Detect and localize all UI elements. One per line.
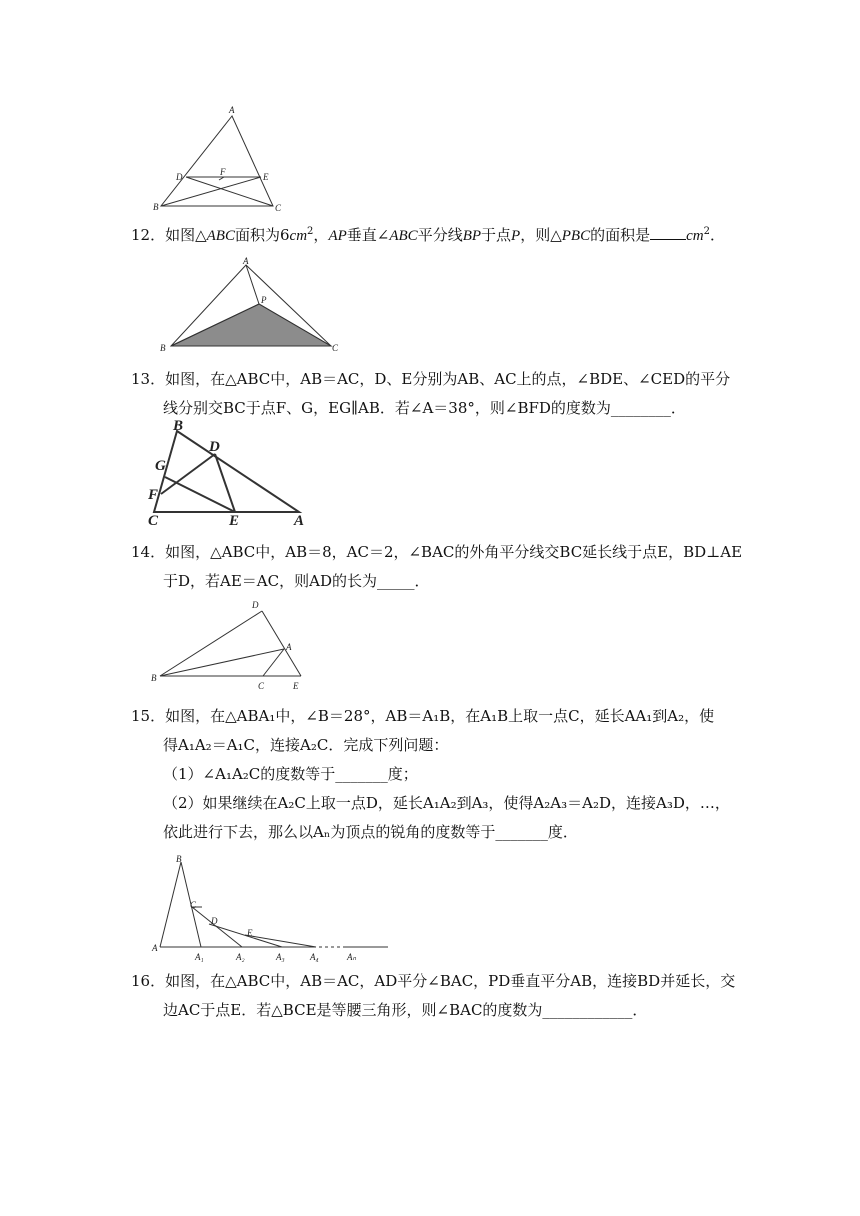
label-C: C [332,343,339,353]
label-F: F [220,167,226,177]
label-C: C [148,513,159,529]
question-15-line2: 得A₁A₂＝A₁C，连接A₂C．完成下列问题： [163,736,449,754]
question-16-line1: 16．如图，在△ABC中，AB＝AC，AD平分∠BAC，PD垂直平分AB，连接BD并延长，交 [131,972,736,990]
question-12: 12．如图△ABC面积为$6cm^2$，AP垂直∠ABC平分线BP于点P，则△PBC的面积是 $cm^2$． [131,226,726,244]
figure-q11 [150,100,290,215]
label-D: D [211,916,218,926]
label-B: B [160,343,166,353]
label-F: F [148,487,159,503]
label-E: E [247,928,253,938]
question-14-line1: 14．如图，△ABC中，AB＝8，AC＝2，∠BAC的外角平分线交BC延长线于点E，BD⊥AE [131,543,743,561]
label-A: A [243,256,249,266]
question-15-line1: 15．如图，在△ABA₁中，∠B＝28°，AB＝A₁B，在A₁B上取一点C，延长AA₁到A₂，使 [131,707,715,725]
question-14-line2: 于D，若AE＝AC，则AD的长为_____． [163,572,430,590]
label-C: C [190,900,197,910]
question-13-line2: 线分别交BC于点F、G，EG∥AB．若∠A＝38°，则∠BFD的度数为________． [163,399,686,417]
label-D: D [252,600,259,610]
label-A: A [286,642,292,652]
label-D: D [176,172,183,182]
label-B: B [153,202,159,212]
question-13-line1: 13．如图，在△ABC中，AB＝AC，D、E分别为AB、AC上的点，∠BDE、∠CED的平分 [131,370,731,388]
label-G: G [155,458,166,474]
question-16-line2: 边AC于点E．若△BCE是等腰三角形，则∠BAC的度数为____________． [163,1001,648,1019]
label-A: A [294,513,305,529]
label-D: D [209,439,220,455]
figure-q12 [155,255,345,355]
label-C: C [258,681,265,691]
figure-q15 [145,850,395,965]
figure-q14 [145,592,315,692]
label-A: A [229,105,235,115]
label-C: C [275,203,282,213]
figure-q13 [145,415,315,530]
label-A4: A₄ [310,952,319,962]
label-A2: A₂ [236,952,245,962]
label-E: E [229,513,240,529]
label-B: B [151,673,157,683]
label-An: Aₙ [347,952,357,962]
question-15-sub1: （1）∠A₁A₂C的度数等于_______度； [163,765,418,783]
answer-blank-12[interactable] [650,225,686,240]
question-15-sub2-line1: （2）如果继续在A₂C上取一点D，延长A₁A₂到A₃，使得A₂A₃＝A₂D，连接A₃D，…， [163,794,730,812]
label-B: B [176,854,182,864]
label-P: P [261,295,267,305]
label-A3: A₃ [276,952,285,962]
label-E: E [293,681,299,691]
question-15-sub2-line2: 依此进行下去，那么以Aₙ为顶点的锐角的度数等于_______度． [163,823,578,841]
label-A1: A₁ [195,952,204,962]
label-B: B [173,418,184,434]
label-A: A [152,943,158,953]
label-E: E [263,172,269,182]
